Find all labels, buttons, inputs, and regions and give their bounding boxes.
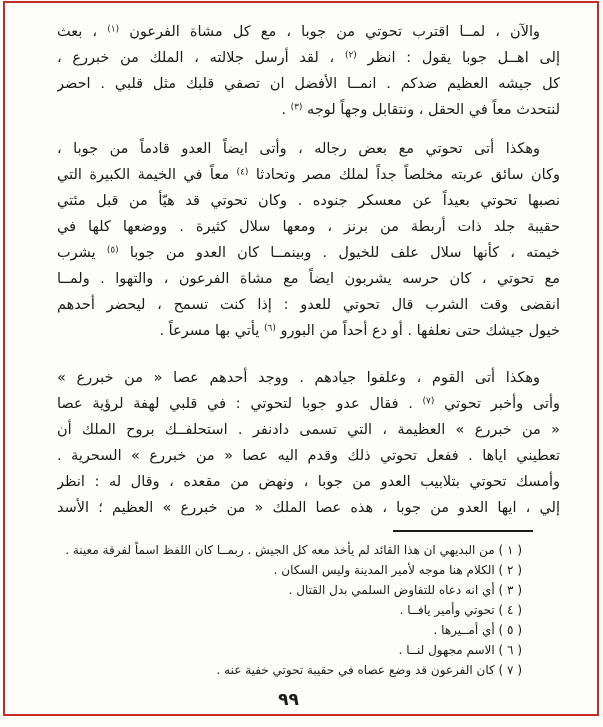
text-line: والآن ، لمــا اقترب تحوتي من جوبا ، مع كل مشاة الفرعون $^{(١)}$ ، بعث xyxy=(57,24,541,40)
text-line: إلي ، ايها العدو من جوبا ، هذه عصا الملك « من خبررع » العظيم ؛ الأسد xyxy=(57,500,560,516)
text-line: تعطيني اياها . ففعل تحوتي ذلك وقدم اليه عصا « من خبررع » السحرية . xyxy=(57,448,560,464)
paragraph-1 xyxy=(57,19,560,123)
footnote-line: ( ٣ ) أي انه دعاه للتفاوض السلمي بدل القتال . xyxy=(288,583,522,597)
text-line: وكان سائق عربته مخلصاً جداً لملك مصر وتحادثا $^{(٤)}$ معاً في الخيمة الكبيرة التي xyxy=(57,167,560,183)
footnote-line: ( ١ ) من البديهي ان هذا القائد لم يأخذ معه كل الجيش . ربمــا كان اللفظ اسماً لفرقة معينة . xyxy=(65,543,522,557)
page-number: ٩٩ xyxy=(278,690,299,710)
text-line: وأمسك تحوتي بتلابيب العدو من جوبا ، ونهض من مقعده ، وقال له : انظر xyxy=(57,474,560,490)
text-line: انقضى وقت الشرب قال تحوتي للعدو : إذا كنت تسمح ، ليحضر أحدهم xyxy=(57,297,560,313)
text-line: وأتى وأخبر تحوتي $^{(٧)}$ . فقال عدو جوبا لتحوتي : في قلبي لهفة لرؤية عصا xyxy=(57,396,560,412)
text-line: حقيبة جلد ذات أربطة من برنز ، ومعها سلال كثيرة . ووضعها كلها في xyxy=(57,219,560,235)
text-line: إلى اهــل جوبا يقول : انظر $^{(٢)}$ ، لقد أرسل جلالته ، الملك من خبررع ، xyxy=(57,50,560,66)
text-line: وهكذا أتى تحوتي مع بعض رجاله ، وأتى ايضاً العدو قادماً من جوبا ، xyxy=(57,141,540,157)
text-line: لنتحدث معاً في الحقل ، ونتقابل وجهاً لوجه $^{(٣)}$ . xyxy=(281,102,560,118)
footnote-line: ( ٢ ) الكلام هنا موجه لأمير المدينة وليس السكان . xyxy=(273,563,522,577)
footnote-line: ( ٦ ) الاسم مجهول لنــا . xyxy=(398,643,522,657)
text-line: « من خبررع » العظيمة ، التي تسمى دادنفر . استحلفــك بروح الملك أن xyxy=(57,422,560,438)
text-line: مع تحوتي ، كان حرسه يشربون ايضاً مع مشاة الفرعون ، والتهوا . ولمــا xyxy=(57,271,560,287)
text-line: وهكذا أتى القوم ، وعلفوا جيادهم . ووجد أحدهم عصا « من خبررع » xyxy=(57,370,540,386)
text-line: خيول جيشك حتى نعلفها . أو دع أحداً من البورو $^{(٦)}$ يأتي بها مسرعاً . xyxy=(159,323,560,339)
footnote-line: ( ٥ ) أي أمــيرها . xyxy=(433,623,522,637)
text-line: خيمته ، كأنها سلال علف للخيول . وبينمــا كان العدو من جوبا $^{(٥)}$ يشرب xyxy=(57,245,560,261)
text-line: نصبها تحوتي بعيداً عن معسكر جنوده . وكان تحوتي قد هيّأ من قبل مئتي xyxy=(57,193,560,209)
paragraph-2 xyxy=(57,136,560,344)
footnote-line: ( ٤ ) تحوتي وأمير يافــا . xyxy=(399,603,522,617)
footnote-line: ( ٧ ) كان الفرعون قد وضع عصاه في حقيبة تحوتي خفية عنه . xyxy=(216,663,522,677)
paragraph-3 xyxy=(57,365,560,521)
footnote-separator xyxy=(393,530,533,532)
text-line: كل جيشه العظيم ضدكم . انمــا الأفضل ان تصفي قلبك مثل قلبي . احضر xyxy=(57,76,560,92)
page-content xyxy=(57,19,560,710)
footnotes-block xyxy=(57,540,560,680)
